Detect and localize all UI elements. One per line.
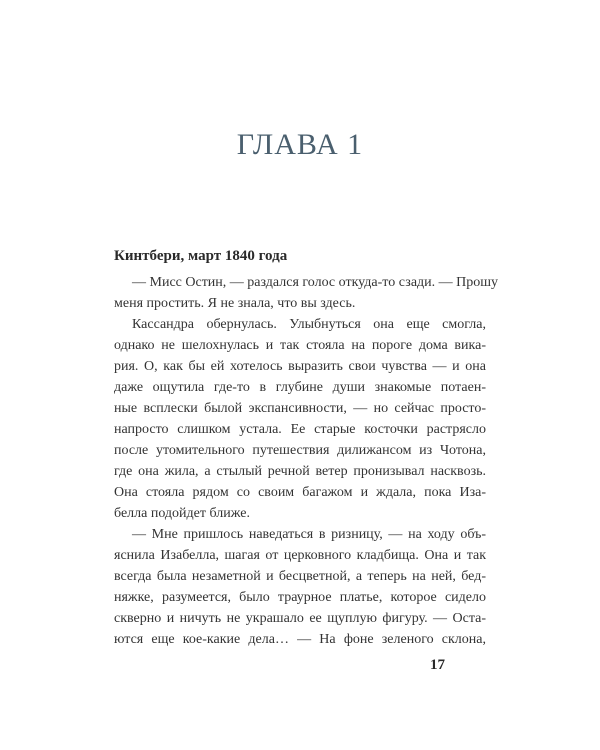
paragraph-2 [114, 314, 486, 524]
text-line: — Мисс Остин, — раздался голос откуда-то сзади. — Прошу [132, 275, 499, 290]
text-line: ные всплески былой экспансивности, — но сейчас просто- [114, 401, 486, 416]
text-line: где она жила, а стылый речной ветер пронизывал насквозь. [114, 464, 486, 479]
text-line: няжке, разумеется, было траурное платье, которое сидело [114, 590, 486, 605]
text-line: — Мне пришлось наведаться в ризницу, — на ходу объ- [132, 527, 486, 542]
paragraph-3 [114, 524, 486, 650]
text-line: Она стояла рядом со своим багажом и ждала, пока Иза- [114, 485, 486, 500]
chapter-title: ГЛАВА 1 [236, 128, 364, 162]
text-line: рия. О, как бы ей хотелось выразить свои чувства — и она [114, 359, 486, 374]
text-line: всегда была незаметной и бесцветной, а теперь на ней, бед- [114, 569, 486, 584]
text-line: после утомительного путешествия дилижансом из Чотона, [114, 443, 486, 458]
text-line: однако не шелохнулась и так стояла на пороге дома вика- [114, 338, 486, 353]
text-line: белла подойдет ближе. [114, 506, 250, 521]
body-text [114, 272, 499, 650]
section-heading: Кинтбери, март 1840 года [114, 248, 288, 264]
text-line: напросто слишком устала. Ее старые косточки растрясло [114, 422, 486, 437]
paragraph-1 [114, 272, 499, 314]
text-line: меня простить. Я не знала, что вы здесь. [114, 296, 356, 311]
text-line: Кассандра обернулась. Улыбнуться она еще смогла, [132, 317, 486, 332]
page-number: 17 [430, 657, 445, 673]
text-line: яснила Изабелла, шагая от церковного кладбища. Она и так [114, 548, 486, 563]
text-line: ются еще кое-какие дела… — На фоне зеленого склона, [114, 632, 486, 647]
text-line: даже ощутила где-то в глубине души знакомые потаен- [114, 380, 486, 395]
text-line: скверно и ничуть не украшало ее щуплую фигуру. — Оста- [114, 611, 486, 626]
